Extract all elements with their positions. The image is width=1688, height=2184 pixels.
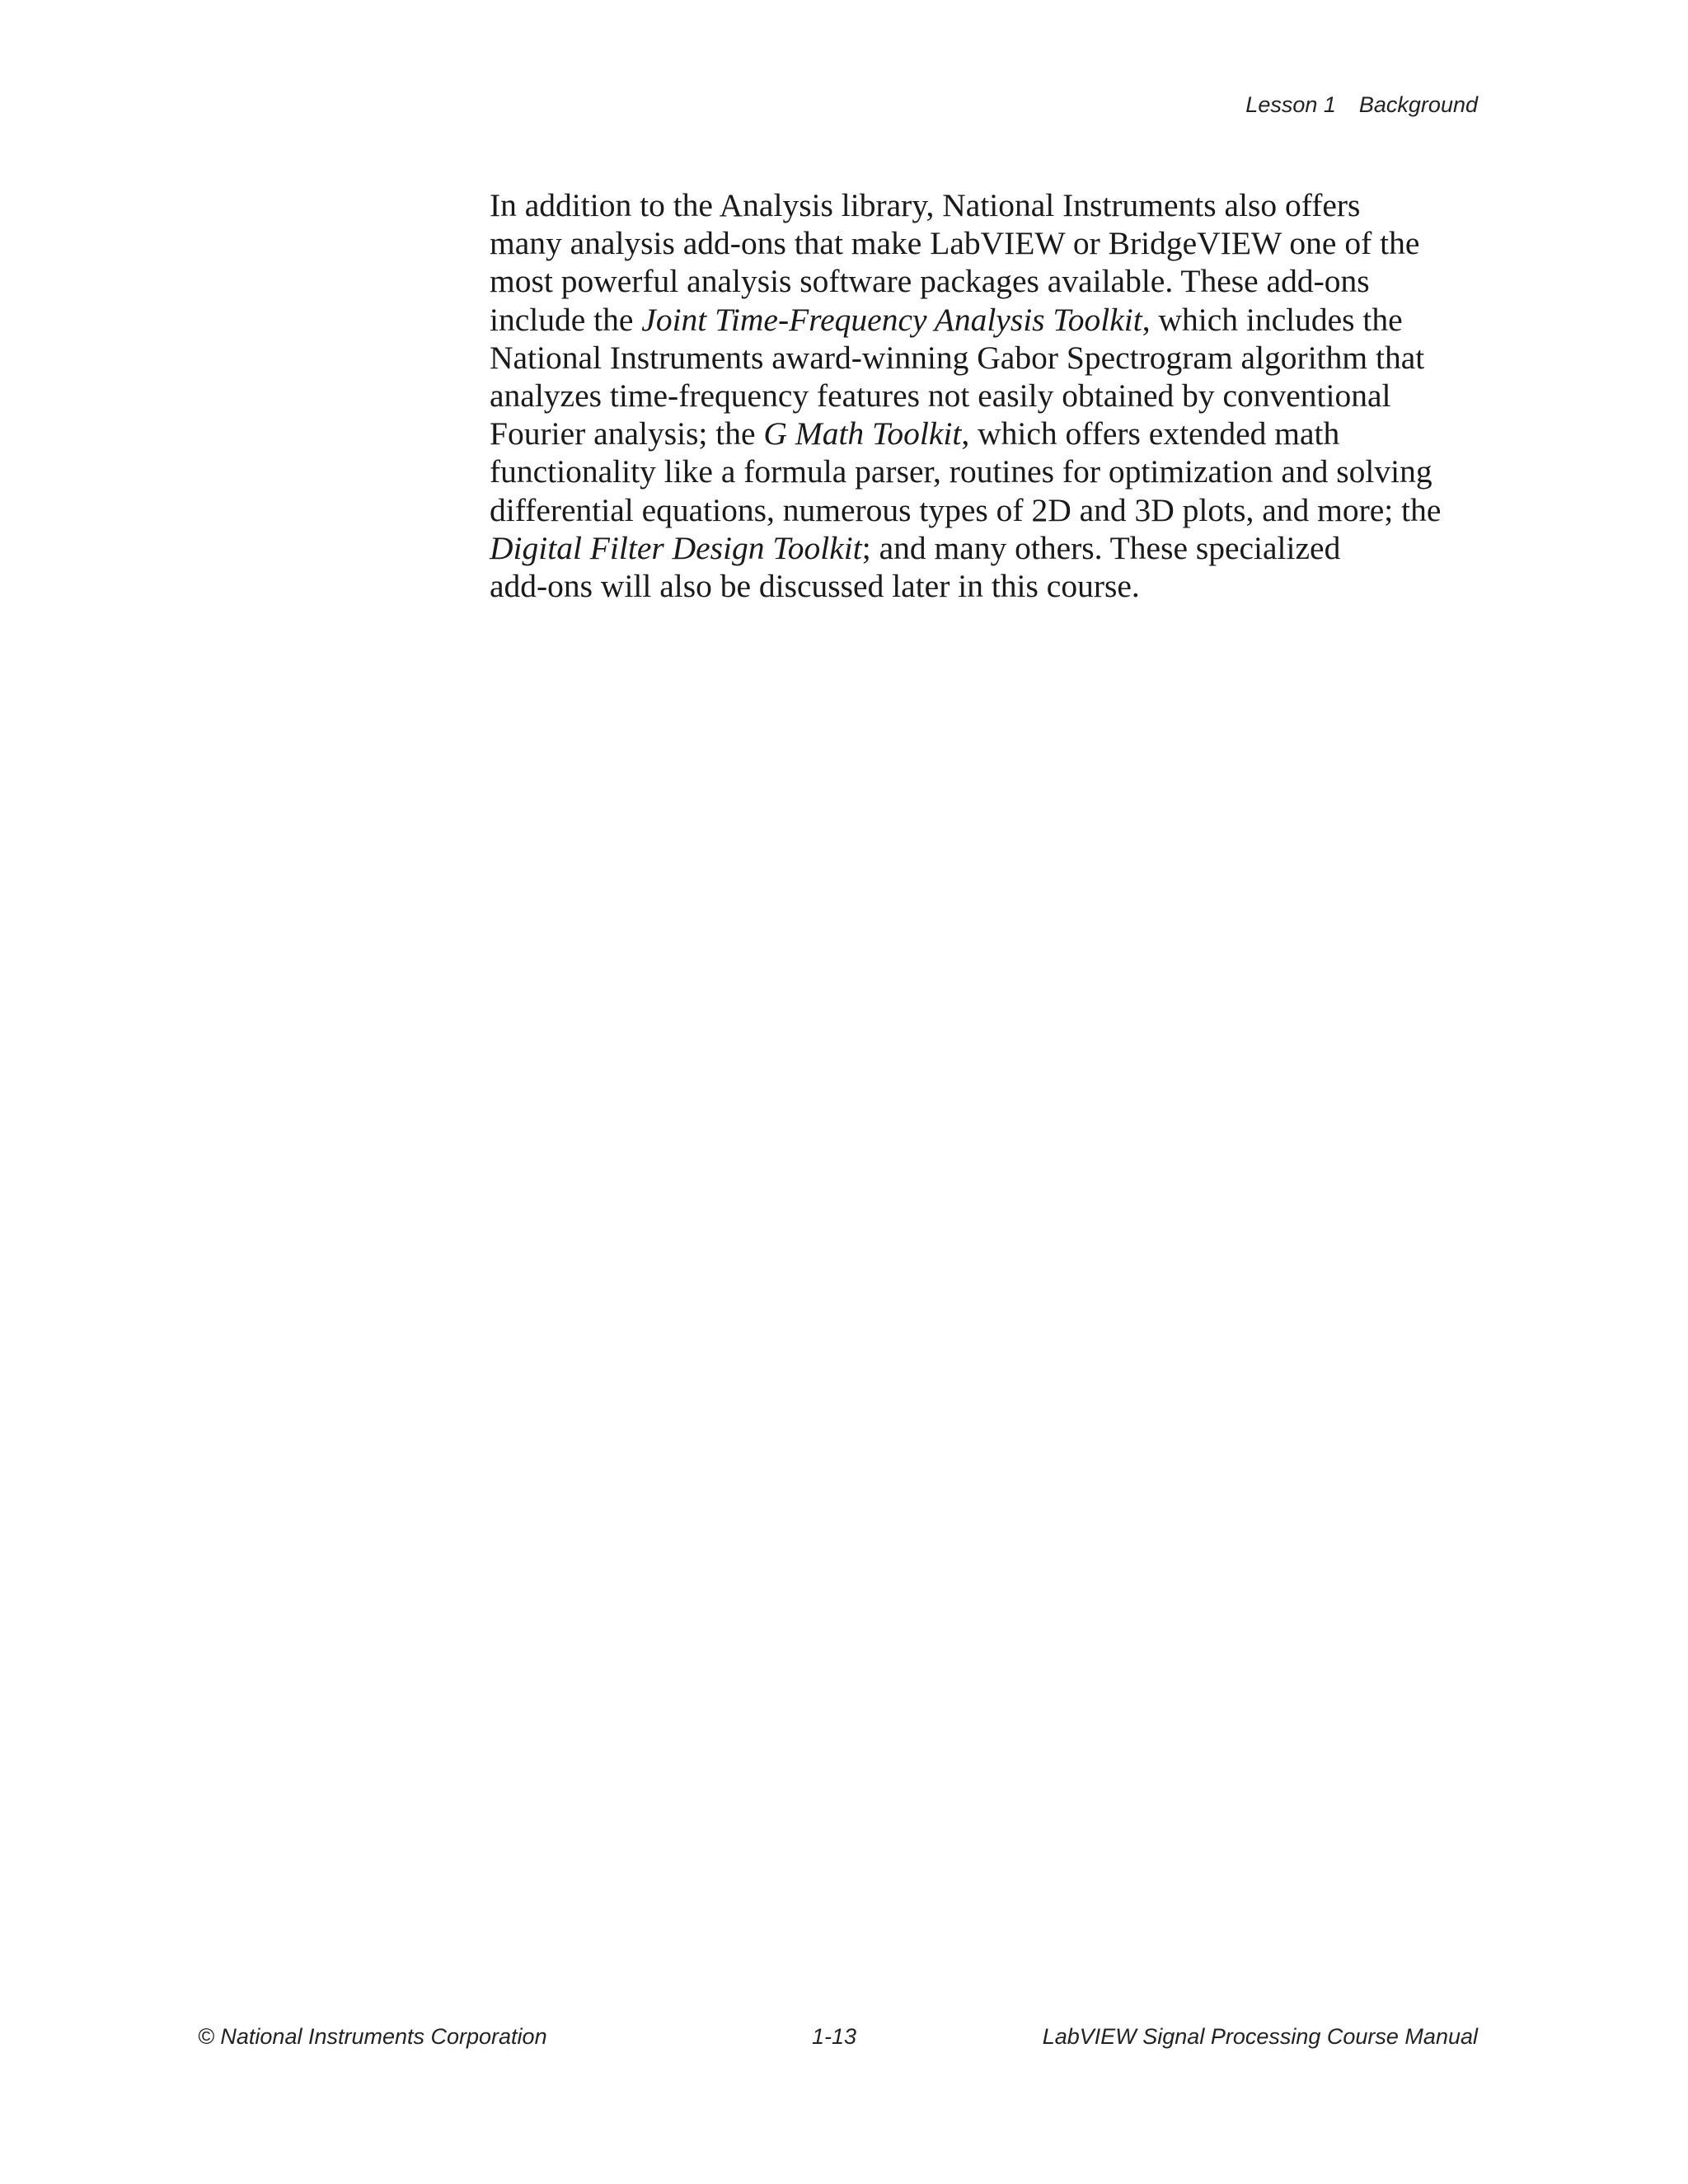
header-lesson: Lesson 1	[1245, 92, 1336, 117]
text-run: many analysis add-ons that make LabVIEW or BridgeVIEW one of the	[490, 225, 1420, 262]
paragraph-line	[490, 262, 1479, 300]
footer-page-number: 1-13	[812, 2024, 857, 2049]
product-name: Joint Time-Frequency Analysis Toolkit	[641, 301, 1142, 338]
paragraph-line	[490, 567, 1479, 605]
paragraph-line	[490, 339, 1479, 377]
text-run: add-ons will also be discussed later in this course.	[490, 568, 1140, 605]
text-run: National Instruments award-winning Gabor Spectrogram algorithm that	[490, 339, 1425, 376]
paragraph-line	[490, 452, 1479, 490]
text-run: most powerful analysis software packages available. These add-ons	[490, 263, 1370, 300]
footer-manual-title: LabVIEW Signal Processing Course Manual	[1042, 2024, 1478, 2049]
text-run: Fourier analysis; the	[490, 415, 764, 452]
paragraph-line	[490, 186, 1479, 224]
paragraph-line	[490, 415, 1479, 452]
footer-copyright: © National Instruments Corporation	[198, 2024, 547, 2049]
text-run: functionality like a formula parser, routines for optimization and solving	[490, 453, 1432, 490]
header-section: Background	[1358, 92, 1478, 117]
paragraph-line	[490, 224, 1479, 262]
running-header	[1245, 92, 1478, 118]
text-run: , which offers extended math	[961, 415, 1340, 452]
paragraph-line	[490, 491, 1479, 529]
text-run: include the	[490, 301, 642, 338]
text-run: ; and many others. These specialized	[861, 529, 1341, 566]
paragraph-line	[490, 301, 1479, 339]
paragraph-line	[490, 377, 1479, 415]
text-run: In addition to the Analysis library, National Instruments also offers	[490, 187, 1361, 223]
product-name: G Math Toolkit	[763, 415, 962, 452]
text-run: differential equations, numerous types of 2D and 3D plots, and more; the	[490, 491, 1442, 528]
body-paragraph	[490, 186, 1479, 605]
text-run: analyzes time-frequency features not easily obtained by conventional	[490, 377, 1391, 415]
paragraph-line	[490, 529, 1479, 567]
text-run: , which includes the	[1142, 301, 1403, 338]
product-name: Digital Filter Design Toolkit	[490, 529, 862, 566]
